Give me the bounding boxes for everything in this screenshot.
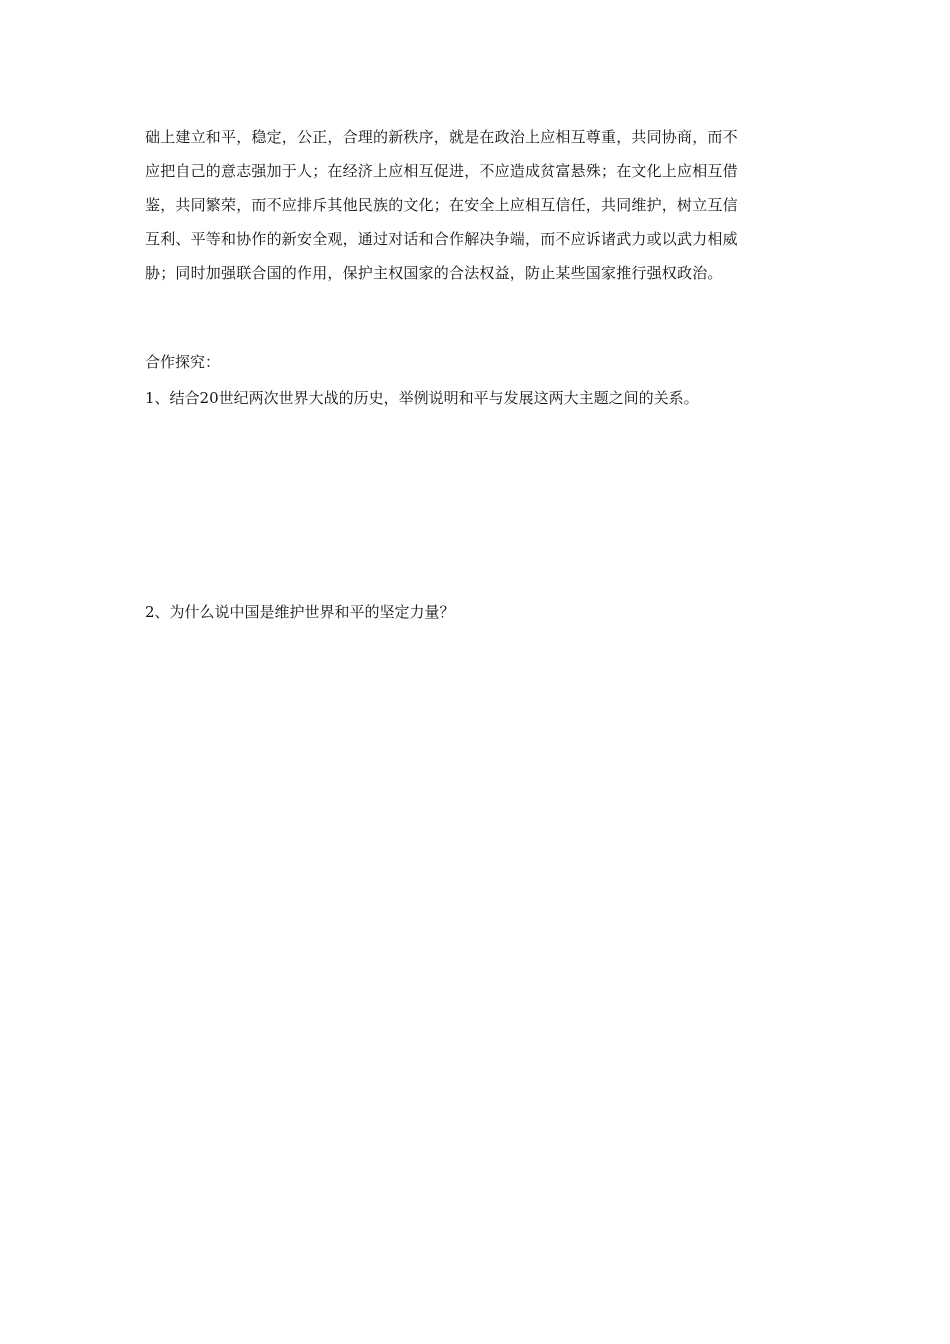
section-heading: 合作探究：	[145, 353, 221, 371]
main-paragraph	[145, 120, 810, 290]
paragraph-line: 鉴，共同繁荣，而不应排斥其他民族的文化；在安全上应相互信任，共同维护，树立互信	[145, 196, 738, 214]
question-1: 1、结合20世纪两次世界大战的历史，举例说明和平与发展这两大主题之间的关系。	[145, 389, 699, 407]
answer-space-2	[145, 628, 810, 1228]
paragraph-line: 础上建立和平，稳定，公正，合理的新秩序，就是在政治上应相互尊重，共同协商，而不	[145, 128, 738, 146]
paragraph-line: 应把自己的意志强加于人；在经济上应相互促进，不应造成贫富悬殊；在文化上应相互借	[145, 162, 738, 180]
paragraph-line: 胁；同时加强联合国的作用，保护主权国家的合法权益，防止某些国家推行强权政治。	[145, 264, 723, 282]
answer-space-1	[145, 414, 810, 594]
paragraph-line: 互利、平等和协作的新安全观，通过对话和合作解决争端，而不应诉诸武力或以武力相威	[145, 230, 738, 248]
question-2: 2、为什么说中国是维护世界和平的坚定力量？	[145, 603, 455, 621]
